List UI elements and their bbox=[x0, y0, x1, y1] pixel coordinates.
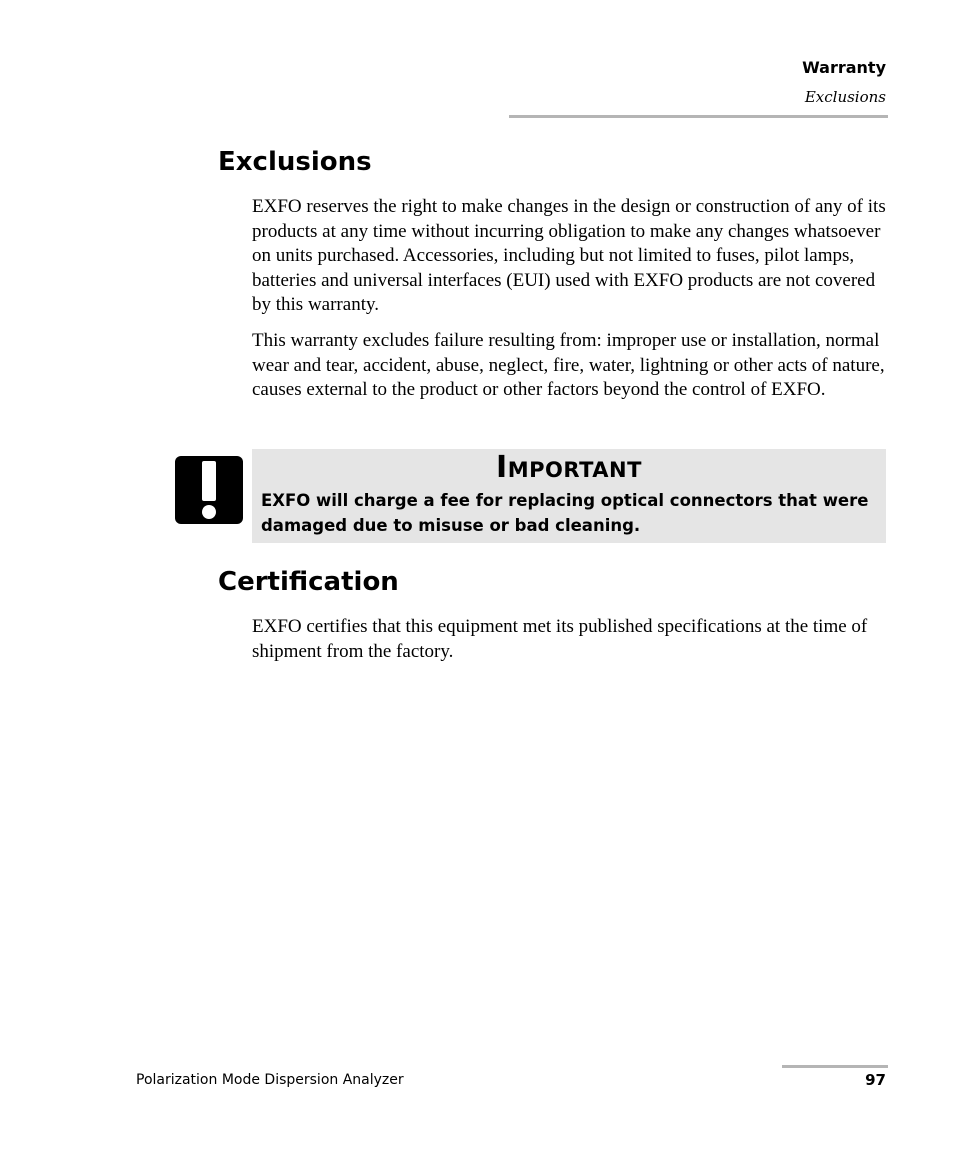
page-number: 97 bbox=[865, 1071, 886, 1089]
important-callout bbox=[252, 449, 886, 543]
header-rule bbox=[509, 115, 888, 118]
running-header-section: Exclusions bbox=[804, 88, 886, 106]
exclusions-paragraph-1: EXFO reserves the right to make changes in the design or construction of any of its products at any time without incurring obligation to make any changes whatsoever on units purchased. Accessories, including but not limited to fuses, pilot lamps, batteries and universal interfaces (EUI) used with EXFO products are not covered by this warranty. bbox=[252, 196, 886, 315]
exclusions-heading: Exclusions bbox=[218, 147, 372, 177]
certification-heading: Certification bbox=[218, 567, 399, 597]
footer-rule bbox=[782, 1065, 888, 1068]
important-title: Important bbox=[496, 450, 642, 485]
exclusions-paragraph-2: This warranty excludes failure resulting from: improper use or installation, normal wear and tear, accident, abuse, neglect, fire, water, lightning or other acts of nature, causes external to the product or other factors beyond the control of EXFO. bbox=[252, 330, 885, 400]
footer-product-name: Polarization Mode Dispersion Analyzer bbox=[136, 1072, 404, 1088]
running-header-chapter: Warranty bbox=[802, 58, 886, 77]
certification-paragraph: EXFO certifies that this equipment met its published specifications at the time of shipment from the factory. bbox=[252, 616, 868, 662]
important-text: EXFO will charge a fee for replacing optical connectors that were damaged due to misuse or bad cleaning. bbox=[261, 491, 869, 535]
exclamation-icon bbox=[175, 456, 243, 524]
